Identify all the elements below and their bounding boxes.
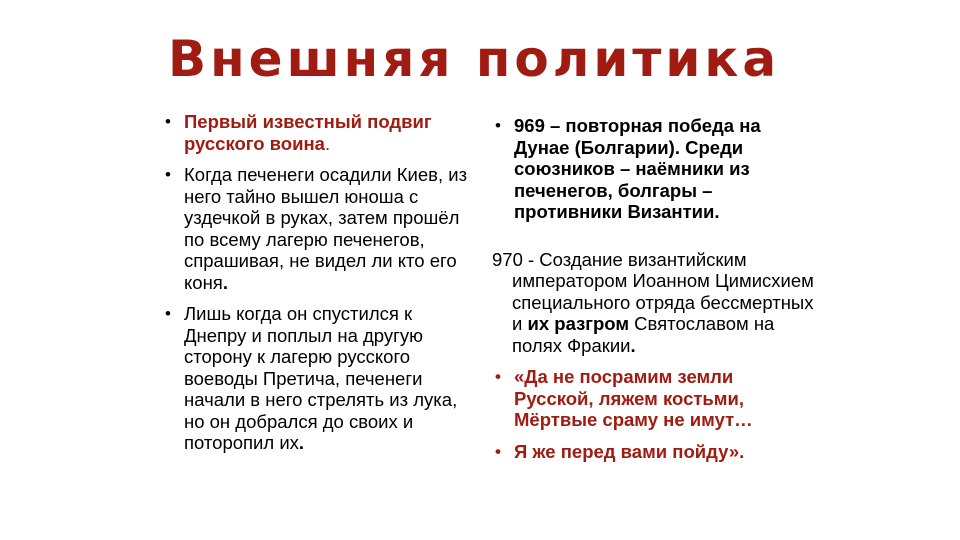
siege-text: Когда печенеги осадили Киев, из него тайно вышел юноша с уздечкой в руках, затем прошёл по всему лагерю печенегов, спрашивая, не видел ли кто его коня: [184, 164, 468, 293]
escape-text-period: .: [298, 432, 305, 453]
right-bullet-item-1: [492, 115, 814, 223]
escape-text: Лишь когда он спустился к Днепру и поплыл на другую сторону к лагерю русского воеводы Претича, печенеги начали в него стрелять из лука, но он добрался до своих и поторопил их: [184, 303, 458, 453]
bullet-icon: •: [495, 367, 501, 386]
bullet-icon: •: [165, 304, 171, 323]
left-column: [162, 111, 474, 464]
left-bullet-item-2: [162, 164, 474, 293]
year-970-bold: их разгром: [527, 313, 630, 334]
left-bullet-item-3: [162, 303, 474, 454]
bullet-icon: •: [165, 112, 171, 131]
quote-part-2: Я же перед вами пойду».: [514, 440, 745, 462]
year-970-period: .: [630, 334, 636, 356]
right-column: [492, 115, 814, 472]
left-bullet-item-1: [162, 111, 474, 154]
feat-heading: Первый известный подвиг русского воина: [184, 111, 432, 154]
slide-title: Внешняя политика: [168, 30, 781, 88]
year-970-rest: императором Иоанном Цимисхием специального отряда бессмертных и: [512, 270, 814, 334]
year-970-paragraph: [492, 249, 814, 357]
year-970-first-line: 970 - Создание византийским: [492, 248, 747, 270]
right-bullet-item-2: [492, 366, 814, 431]
bullet-icon: •: [165, 165, 171, 184]
year-970-tail: Святославом на полях Фракии: [512, 313, 775, 356]
quote-part-1: «Да не посрамим земли Русской, ляжем костьми, Мёртвые сраму не имут…: [514, 366, 753, 430]
bullet-icon: •: [495, 441, 501, 461]
right-bullet-item-3: [492, 441, 814, 463]
year-970-continuation: [492, 270, 814, 356]
bullet-icon: •: [495, 116, 501, 135]
feat-heading-period: .: [324, 132, 331, 154]
year-969-text: 969 – повторная победа на Дунае (Болгарии). Среди союзников – наёмники из печенегов, болгары – противники Византии.: [514, 115, 761, 222]
siege-text-period: .: [222, 271, 228, 293]
